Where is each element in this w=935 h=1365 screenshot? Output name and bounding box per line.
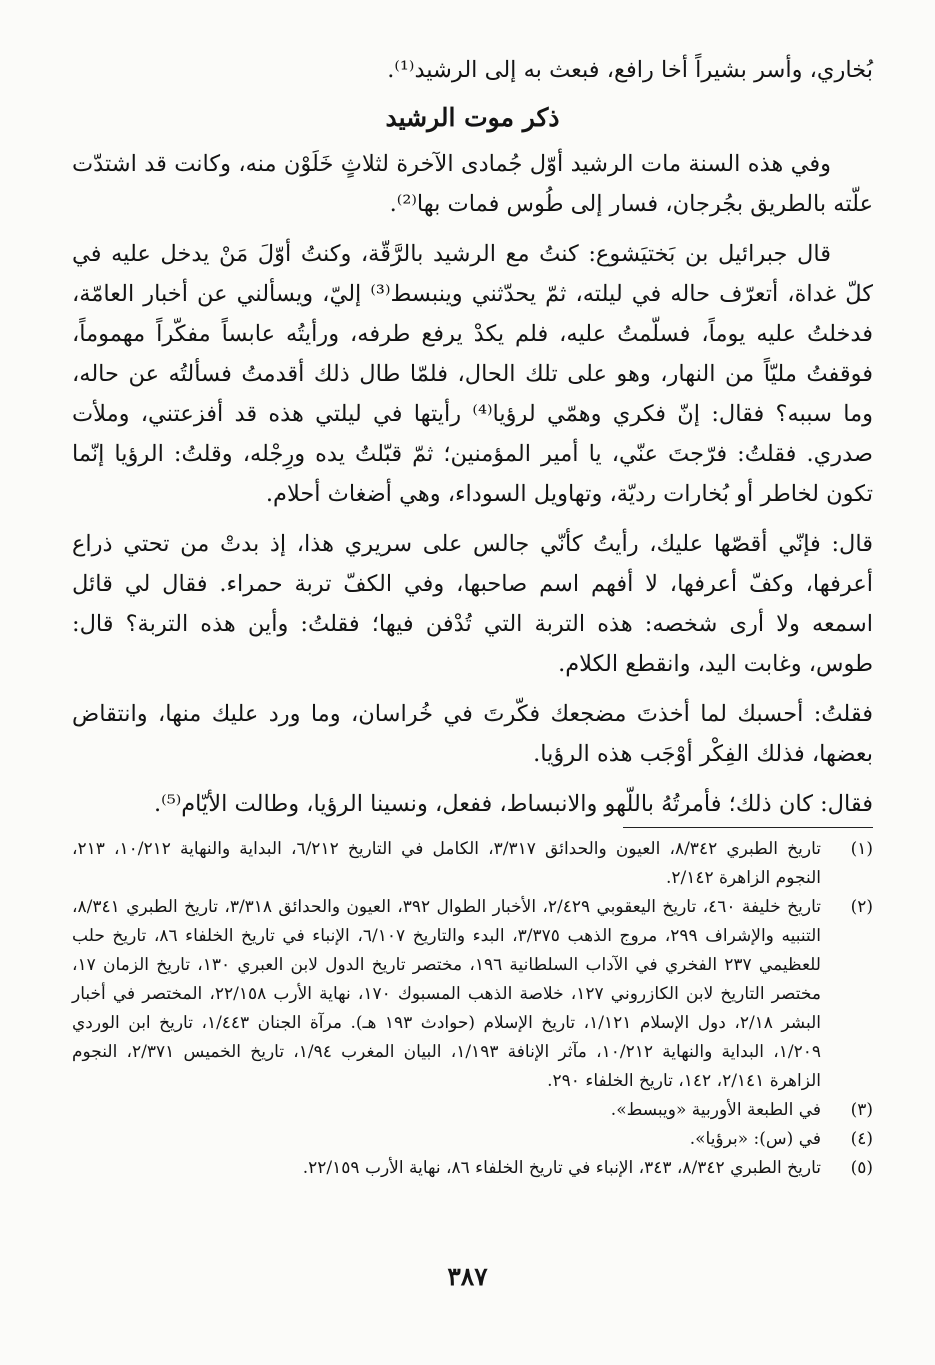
footnote: [72, 1096, 873, 1125]
footnote-number: (٢): [850, 897, 873, 917]
footnote: [72, 893, 873, 1096]
footnote-text: في الطبعة الأوربية «ويبسط».: [610, 1100, 821, 1120]
footnote-divider: [623, 827, 873, 828]
page-number: ٣٨٧: [447, 1262, 488, 1291]
paragraph: وفي هذه السنة مات الرشيد أوّل جُمادى الآخرة لثلاثٍ خَلَوْن منه، وكانت قد اشتدّت علّته بالطريق بجُرجان، فسار إلى طُوس فمات بها⁽²⁾.: [72, 151, 873, 217]
footnote-number: (٥): [850, 1158, 873, 1178]
paragraph: قال: فإنّي أقصّها عليك، رأيتُ كأنّي جالس على سريري هذا، إذ بدتْ من تحتي ذراع أعرفها، وكفّ أعرفها، لا أفهم اسم صاحبها، وفي الكفّ تربة حمراء. فقال لي قائل اسمعه ولا أرى شخصه: هذه التربة التي تُدْفن فيها؛ فقلتُ: وأين هذه التربة؟ قال: طوس، وغابت اليد، وانقطع الكلام.: [72, 531, 873, 677]
footnote-text: تاريخ الطبري ٨/٣٤٢، العيون والحدائق ٣/٣١٧، الكامل في التاريخ ٦/٢١٢، البداية والنهاية ١٠/٢١٢، ٢١٣، النجوم الزاهرة ٢/١٤٢.: [72, 839, 821, 888]
footnote-text: في (س): «برؤيا».: [689, 1129, 821, 1149]
paragraph: فقلتُ: أحسبك لما أخذتَ مضجعك فكّرتَ في خُراسان، وما ورد عليك منها، وانتقاض بعضها، فذلك الفِكْر أوْجَب هذه الرؤيا.: [72, 701, 873, 767]
footnote-number: (٤): [850, 1129, 873, 1149]
paragraph: قال جبرائيل بن بَختيَشوع: كنتُ مع الرشيد بالرَّقّة، وكنتُ أوّلَ مَنْ يدخل عليه في كلّ غداة، أتعرّف حاله في ليلته، ثمّ يحدّثني وينبسط⁽³⁾ إليّ، ويسألني عن أخبار العامّة، فدخلتُ عليه يوماً، فسلّمتُ عليه، فلم يكدْ يرفع طرفه، ورأيتُه عابساً مفكّراً مهموماً، فوقفتُ مليّاً من النهار، وهو على تلك الحال، فلمّا طال ذلك أقدمتُ فسألتُه عن حاله، وما سببه؟ فقال: إنّ فكري وهمّي لرؤيا⁽⁴⁾ رأيتها في ليلتي هذه قد أفزعتني، وملأت صدري. فقلتُ: فرّجتَ عنّي، يا أمير المؤمنين؛ ثمّ قبّلتُ يده ورِجْله، وقلتُ: الرؤيا إنّما تكون لخاطر أو بُخارات رديّة، وتهاويل السوداء، وهي أضغاث أحلام.: [72, 241, 874, 507]
footnote: [72, 835, 873, 893]
footnote-text: تاريخ خليفة ٤٦٠، تاريخ اليعقوبي ٢/٤٢٩، الأخبار الطوال ٣٩٢، العيون والحدائق ٣/٣١٨، تاريخ الطبري ٨/٣٤١، التنبيه والإشراف ٢٩٩، مروج الذهب ٣/٣٧٥، البدء والتاريخ ٦/١٠٧، الإنباء في تاريخ الخلفاء ٨٦، تاريخ حلب للعظيمي ٢٣٧ الفخري في الآداب السلطانية ١٩٦، مختصر تاريخ الدول لابن العبري ١٣٠، تاريخ الزمان ١٧، مختصر التاريخ لابن الكازروني ١٢٧، خلاصة الذهب المسبوك ١٧٠، نهاية الأرب ٢٢/١٥٨، المختصر في أخبار البشر ٢/١٨، دول الإسلام ١/١٢١، تاريخ الإسلام (حوادث ١٩٣ هـ). مرآة الجنان ١/٤٤٣، تاريخ ابن الوردي ١/٢٠٩، البداية والنهاية ١٠/٢١٢، مآثر الإنافة ١/١٩٣، البيان المغرب ١/٩٤، تاريخ الخميس ٢/٣٧١، النجوم الزاهرة ٢/١٤١، ١٤٢، تاريخ الخلفاء ٢٩٠.: [72, 897, 822, 1091]
paragraph: فقال: كان ذلك؛ فأمرتُهُ باللّهو والانبساط، ففعل، ونسينا الرؤيا، وطالت الأيّام⁽⁵⁾.: [154, 791, 873, 817]
footnote-number: (٣): [850, 1100, 873, 1120]
footnote: [72, 1154, 873, 1183]
footnote-text: تاريخ الطبري ٨/٣٤٢، ٣٤٣، الإنباء في تاريخ الخلفاء ٨٦، نهاية الأرب ٢٢/١٥٩.: [302, 1158, 821, 1178]
main-text: [72, 50, 873, 824]
section-heading: ذكر موت الرشيد: [385, 103, 560, 132]
footnote-number: (١): [850, 839, 873, 859]
continuation-line: بُخاري، وأسر بشيراً أخا رافع، فبعث به إلى الرشيد⁽¹⁾.: [387, 57, 873, 83]
footnote: [72, 1125, 873, 1154]
footnotes: [72, 835, 873, 1183]
